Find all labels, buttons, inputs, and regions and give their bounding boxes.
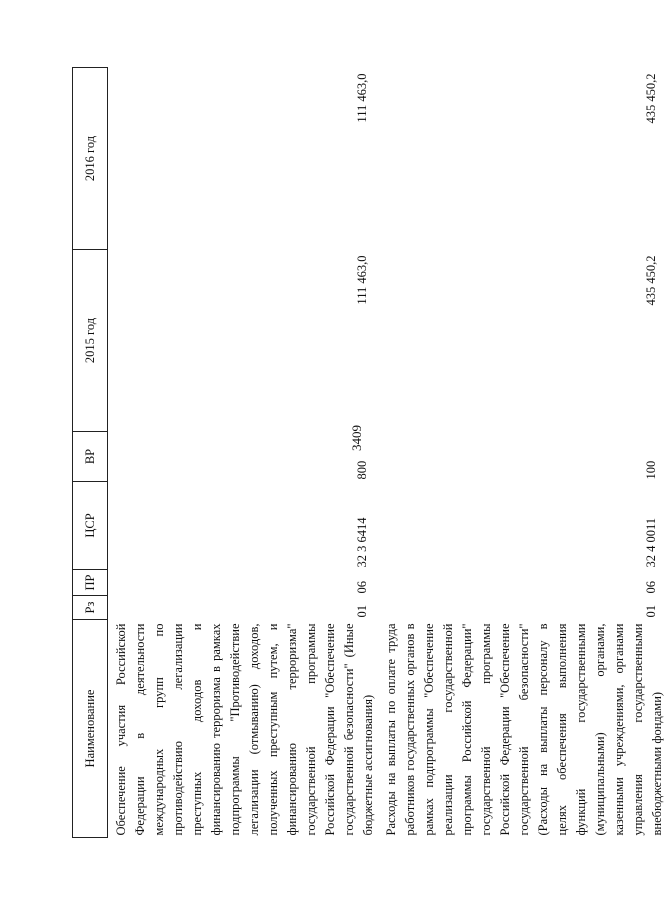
table-row bbox=[108, 68, 379, 838]
budget-table bbox=[72, 67, 667, 838]
budget-table-rotated bbox=[72, 68, 664, 838]
row-vr: 800 bbox=[355, 460, 369, 480]
page-number: 3409 bbox=[349, 425, 364, 451]
row-vr: 100 bbox=[644, 460, 658, 480]
row-2015: 111 463,0 bbox=[355, 255, 369, 305]
row-rz: 01 bbox=[644, 605, 658, 618]
row-2016: 435 450,2 bbox=[644, 73, 658, 124]
header-rz: Рз bbox=[73, 596, 108, 620]
header-2015: 2015 год bbox=[73, 250, 108, 432]
header-pr: ПР bbox=[73, 570, 108, 596]
row-csr: 32 3 6414 bbox=[355, 517, 369, 568]
row-rz: 01 bbox=[355, 605, 369, 618]
header-vr: ВР bbox=[73, 432, 108, 482]
row-name: Обеспечение участия Российской Федерации в деятельности международных групп по противодействию легализации преступных доходов и финансированию терроризма в рамках подпрограммы "Противодействие легализации (отмыванию) доходов, полученных преступным путем, и финансированию терроризма" государственной программы Российской Федерации "Обеспечение государственной безопасности" (Иные бюджетные ассигнования) bbox=[114, 623, 375, 836]
header-name: Наименование bbox=[73, 620, 108, 838]
row-pr: 06 bbox=[355, 581, 369, 594]
table-row bbox=[378, 68, 667, 838]
header-row bbox=[73, 68, 108, 838]
row-csr: 32 4 0011 bbox=[644, 517, 658, 568]
row-pr: 06 bbox=[644, 581, 658, 594]
header-csr: ЦСР bbox=[73, 482, 108, 570]
header-2016: 2016 год bbox=[73, 68, 108, 250]
row-2015: 435 450,2 bbox=[644, 255, 658, 306]
row-2016: 111 463,0 bbox=[355, 73, 369, 123]
row-name: Расходы на выплаты по оплате труда работников государственных органов в рамках подпрограммы "Обеспечение реализации государственной программы Российской Федерации" государственной программы Российской Федерации "Обеспечение государственной безопасности" (Расходы на выплаты персоналу в целях обеспечения выполнения функций государственными (муниципальными) органами, казенными учреждениями, органами управления государственными внебюджетными фондами) bbox=[384, 623, 664, 836]
